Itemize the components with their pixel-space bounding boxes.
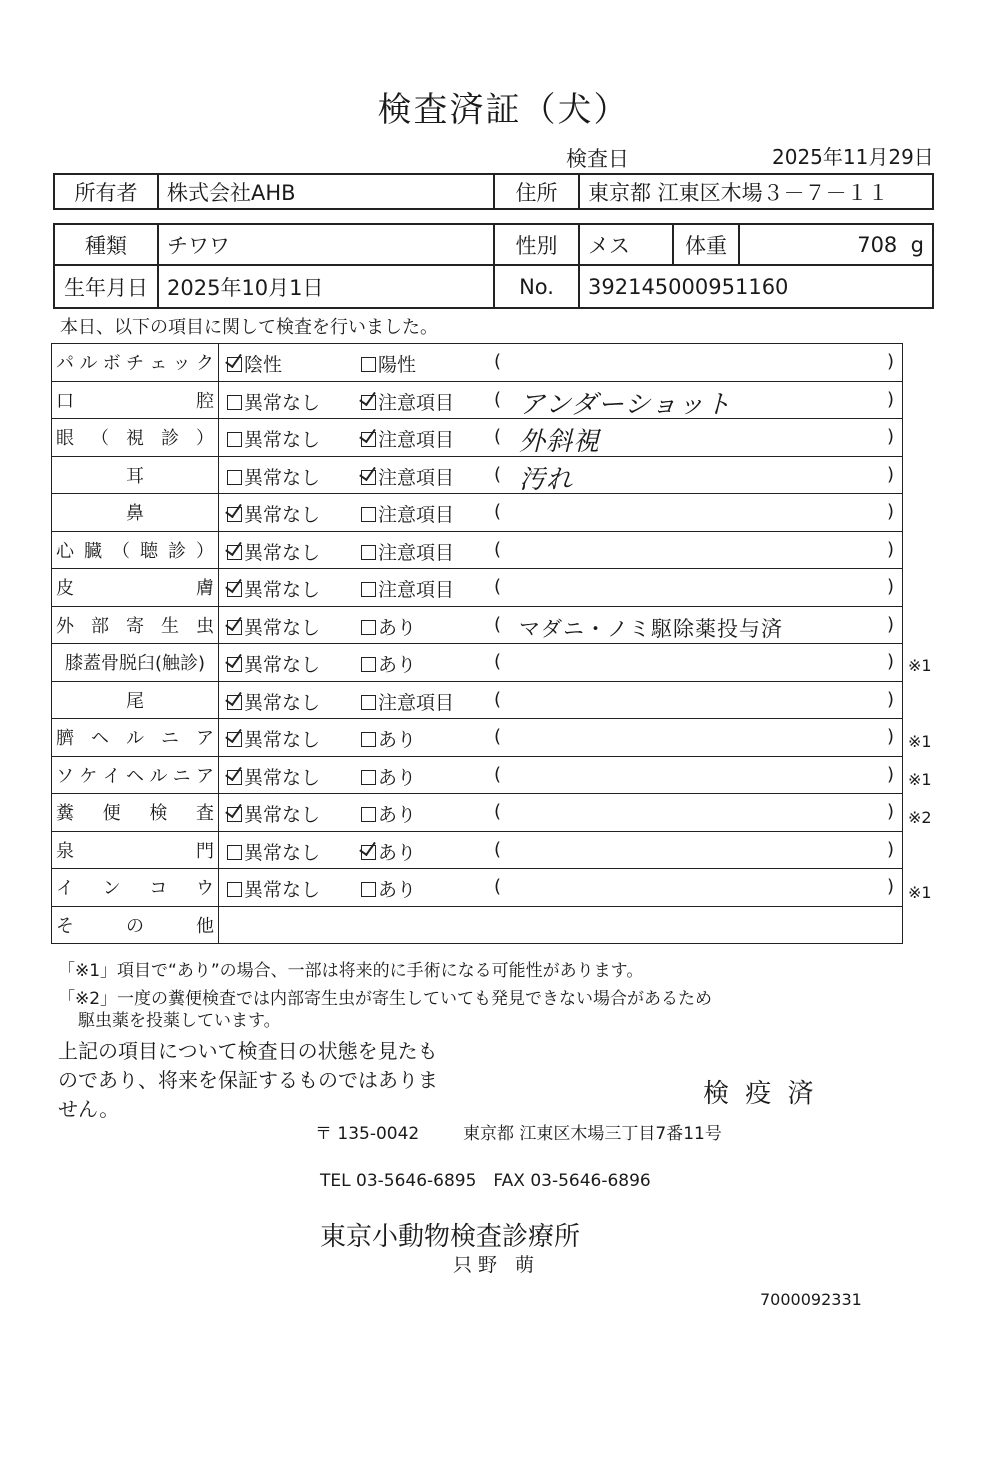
animal-table (53, 223, 934, 309)
row-label-char: 鼻 (126, 503, 144, 525)
row-label (52, 831, 219, 869)
checklist-row (52, 569, 903, 607)
option-label: 注意項目 (378, 504, 455, 527)
exam-checklist (51, 343, 903, 944)
row-options (219, 681, 903, 719)
option-label: 異常なし (244, 391, 321, 414)
row-label-char: ） (196, 540, 214, 562)
option-label: 異常なし (244, 654, 321, 677)
owner-label: 所有者 (54, 174, 158, 209)
row-label (52, 456, 219, 494)
paren-open: ( (494, 388, 502, 410)
checkbox-icon[interactable] (361, 357, 376, 372)
row-label-char: ル (79, 353, 98, 375)
weight-value: 708 (857, 232, 898, 257)
checklist-row-other (52, 906, 903, 944)
option-label: 異常なし (244, 691, 321, 714)
row-label-char: 臓 (84, 540, 102, 562)
disclaimer: 上記の項目について検査日の状態を見たものであり、将来を保証するものではありません。 (58, 1039, 438, 1121)
option-label: 異常なし (244, 579, 321, 602)
row-label-char: ア (196, 728, 214, 750)
row-label-char: 外 (56, 615, 74, 637)
weight-label: 体重 (673, 224, 739, 265)
footnote-1: 「※1」項目で“あり”の場合、一部は将来的に手術になる可能性があります。 (58, 961, 644, 981)
row-label-char: 膝蓋骨脱臼(触診) (64, 653, 206, 675)
owner-value: 株式会社AHB (158, 174, 494, 209)
checklist-row (52, 494, 903, 532)
row-label-char: イ (102, 765, 121, 787)
option-label: あり (378, 766, 417, 789)
checkbox-icon[interactable] (361, 432, 376, 447)
row-label-char: コ (149, 878, 168, 900)
row-label-char: 査 (195, 803, 214, 825)
paren-open: ( (494, 838, 502, 860)
sex-value: メス (579, 224, 673, 265)
owner-table (53, 173, 934, 210)
option-label: 異常なし (244, 841, 321, 864)
paren-close: ) (886, 726, 894, 748)
exam-date-label: 検査日 (566, 147, 629, 171)
option-finding[interactable] (361, 650, 416, 677)
checkbox-icon[interactable] (227, 620, 242, 635)
paren-close: ) (886, 801, 894, 823)
row-label-char: ニ (161, 728, 179, 750)
row-label-char: 尾 (126, 690, 144, 712)
remark-text: マダニ・ノミ駆除薬投与済 (519, 616, 783, 641)
option-label: あり (378, 804, 417, 827)
row-options (219, 794, 903, 832)
checklist-row (52, 756, 903, 794)
footnote-mark: ※2 (908, 807, 932, 827)
checkbox-icon[interactable] (227, 395, 242, 410)
birth-label: 生年月日 (54, 265, 158, 308)
paren-open: ( (494, 651, 502, 673)
row-label (52, 569, 219, 607)
checkbox-icon[interactable] (361, 695, 376, 710)
checkbox-icon[interactable] (361, 507, 376, 522)
option-normal[interactable] (227, 500, 320, 527)
row-label (52, 381, 219, 419)
checkbox-icon[interactable] (227, 732, 242, 747)
weight-unit: g (910, 232, 924, 257)
footnote-mark: ※1 (908, 656, 932, 676)
checkbox-icon[interactable] (361, 620, 376, 635)
row-options (219, 419, 903, 457)
row-options (219, 756, 903, 794)
row-label (52, 494, 219, 532)
option-label: 注意項目 (378, 541, 455, 564)
paren-close: ) (886, 613, 894, 635)
option-label: 異常なし (244, 466, 321, 489)
row-label-char: 泉 (56, 840, 74, 862)
footnote-mark: ※1 (908, 883, 932, 903)
sex-label: 性別 (494, 224, 579, 265)
option-normal[interactable] (227, 688, 320, 715)
row-label (52, 606, 219, 644)
paren-close: ) (886, 651, 894, 673)
row-options (219, 381, 903, 419)
checkbox-icon[interactable] (361, 807, 376, 822)
row-options (219, 644, 903, 682)
checkbox-icon[interactable] (361, 770, 376, 785)
row-label-char: 診 (161, 428, 179, 450)
option-normal[interactable] (227, 463, 320, 490)
row-label-char: パ (56, 353, 74, 375)
no-label: No. (494, 265, 579, 308)
row-label-char: ヘ (125, 765, 144, 787)
option-finding[interactable] (361, 875, 416, 902)
option-finding[interactable] (361, 613, 416, 640)
row-label-char: 腔 (196, 390, 214, 412)
checkbox-icon[interactable] (361, 657, 376, 672)
checkbox-icon[interactable] (361, 395, 376, 410)
option-label: 異常なし (244, 879, 321, 902)
option-finding[interactable] (361, 800, 416, 827)
option-label: 注意項目 (378, 391, 455, 414)
row-label-char: 膚 (196, 578, 214, 600)
paren-open: ( (494, 801, 502, 823)
checkbox-icon[interactable] (227, 657, 242, 672)
row-label (52, 906, 219, 944)
paren-close: ) (886, 501, 894, 523)
option-finding[interactable] (361, 575, 454, 602)
tel-fax: TEL 03-5646-6895 FAX 03-5646-6896 (320, 1171, 651, 1191)
row-label-char: の (126, 915, 144, 937)
option-finding[interactable] (361, 538, 454, 565)
option-label: 陽性 (378, 354, 417, 377)
option-normal[interactable] (227, 425, 320, 452)
paren-open: ( (494, 501, 502, 523)
paren-close: ) (886, 388, 894, 410)
checklist-row (52, 644, 903, 682)
checkbox-icon[interactable] (361, 545, 376, 560)
row-label-char: ） (196, 428, 214, 450)
serial-number: 7000092331 (760, 1290, 862, 1309)
row-label (52, 869, 219, 907)
option-normal[interactable] (227, 800, 320, 827)
row-label-char: （ (112, 540, 130, 562)
option-normal[interactable] (227, 613, 320, 640)
row-options (219, 831, 903, 869)
option-label: 異常なし (244, 541, 321, 564)
row-label (52, 644, 219, 682)
row-label (52, 681, 219, 719)
remark-text: 外斜視 (519, 427, 601, 456)
paren-close: ) (886, 576, 894, 598)
row-label-char: ウ (195, 878, 214, 900)
row-label-char: ル (149, 765, 168, 787)
row-options (219, 606, 903, 644)
checkbox-icon[interactable] (361, 732, 376, 747)
option-label: 異常なし (244, 429, 321, 452)
row-label-char: 便 (102, 803, 121, 825)
row-label-char: ニ (172, 765, 191, 787)
option-finding[interactable] (361, 763, 416, 790)
checklist-row (52, 606, 903, 644)
row-label-char: ェ (149, 353, 168, 375)
checklist-row (52, 719, 903, 757)
option-finding[interactable] (361, 388, 454, 415)
checkbox-icon[interactable] (227, 882, 242, 897)
row-label-char: 部 (91, 615, 109, 637)
checkbox-icon[interactable] (227, 770, 242, 785)
other-remarks-field[interactable] (219, 906, 903, 944)
row-label-char: ヘ (91, 728, 109, 750)
option-finding[interactable] (361, 838, 416, 865)
row-label-char: 眼 (56, 428, 74, 450)
row-label-char: ク (195, 353, 214, 375)
option-label: あり (378, 729, 417, 752)
row-label-char: 診 (168, 540, 186, 562)
row-label (52, 419, 219, 457)
checkbox-icon[interactable] (361, 882, 376, 897)
option-finding[interactable] (361, 725, 416, 752)
row-label-char: 耳 (126, 465, 144, 487)
checklist-row (52, 531, 903, 569)
row-label-char: 臍 (56, 728, 74, 750)
row-label (52, 794, 219, 832)
remark-text: アンダーショット (519, 389, 732, 419)
checklist-row (52, 456, 903, 494)
address-value: 東京都 江東区木場３－７－１１ (579, 174, 933, 209)
checklist-row (52, 681, 903, 719)
option-finding[interactable] (361, 425, 454, 452)
checkbox-icon[interactable] (227, 807, 242, 822)
row-label-char: 心 (56, 540, 74, 562)
row-label-char: 皮 (56, 578, 74, 600)
option-normal[interactable] (227, 538, 320, 565)
row-options (219, 344, 903, 382)
option-label: 異常なし (244, 766, 321, 789)
checkbox-icon[interactable] (361, 845, 376, 860)
footnote-mark: ※1 (908, 769, 932, 789)
option-label: 注意項目 (378, 579, 455, 602)
inspector-name: 只野 萌 (453, 1254, 541, 1276)
row-label-char: ア (195, 765, 214, 787)
option-finding[interactable] (361, 500, 454, 527)
row-label-char: イ (56, 878, 74, 900)
row-options (219, 456, 903, 494)
row-label-char: 糞 (56, 803, 74, 825)
checkbox-icon[interactable] (227, 845, 242, 860)
option-label: 異常なし (244, 504, 321, 527)
paren-close: ) (886, 763, 894, 785)
checkbox-icon[interactable] (227, 507, 242, 522)
option-normal[interactable] (227, 650, 320, 677)
paren-open: ( (494, 613, 502, 635)
checklist-row (52, 344, 903, 382)
paren-close: ) (886, 876, 894, 898)
paren-open: ( (494, 463, 502, 485)
checkbox-icon[interactable] (227, 695, 242, 710)
checkbox-icon[interactable] (227, 470, 242, 485)
birth-value: 2025年10月1日 (158, 265, 494, 308)
paren-close: ) (886, 426, 894, 448)
row-options (219, 869, 903, 907)
paren-close: ) (886, 463, 894, 485)
row-label-char: （ (91, 428, 109, 450)
option-label: 異常なし (244, 804, 321, 827)
row-label-char: 寄 (126, 615, 144, 637)
row-label-char: ル (126, 728, 144, 750)
checklist-row (52, 381, 903, 419)
option-label: 異常なし (244, 616, 321, 639)
row-label-char: そ (56, 915, 74, 937)
no-value: 392145000951160 (579, 265, 933, 308)
option-finding[interactable] (361, 350, 416, 377)
paren-close: ) (886, 838, 894, 860)
option-finding[interactable] (361, 688, 454, 715)
footnote-2-cont: 駆虫薬を投薬しています。 (78, 1011, 281, 1031)
option-label: 注意項目 (378, 691, 455, 714)
option-normal[interactable] (227, 838, 320, 865)
row-options (219, 531, 903, 569)
row-label-char: 他 (196, 915, 214, 937)
inspection-stamp: 検 疫 済 (703, 1079, 818, 1109)
paren-close: ) (886, 351, 894, 373)
checkbox-icon[interactable] (361, 470, 376, 485)
row-options (219, 569, 903, 607)
paren-open: ( (494, 351, 502, 373)
option-normal[interactable] (227, 388, 320, 415)
checkbox-icon[interactable] (227, 357, 242, 372)
option-label: 異常なし (244, 729, 321, 752)
row-label-char: チ (125, 353, 144, 375)
row-label-char: ケ (79, 765, 98, 787)
option-normal[interactable] (227, 875, 320, 902)
checklist-row (52, 794, 903, 832)
option-label: あり (378, 841, 417, 864)
checklist-row (52, 869, 903, 907)
exam-date: 2025年11月29日 (772, 145, 934, 169)
option-normal[interactable] (227, 763, 320, 790)
paren-open: ( (494, 538, 502, 560)
row-label-char: 検 (149, 803, 168, 825)
remark-text: 汚れ (519, 464, 574, 494)
row-label-char: ン (102, 878, 121, 900)
row-label-char: ボ (102, 353, 121, 375)
option-label: 陰性 (244, 354, 283, 377)
weight-cell (739, 224, 933, 265)
row-label-char: 虫 (196, 615, 214, 637)
checklist-row (52, 831, 903, 869)
checkbox-icon[interactable] (227, 432, 242, 447)
document-title: 検査済証（犬） (377, 90, 630, 130)
option-normal[interactable] (227, 575, 320, 602)
clinic-address: 東京都 江東区木場三丁目7番11号 (463, 1124, 722, 1144)
option-label: あり (378, 879, 417, 902)
row-label (52, 344, 219, 382)
option-label: 注意項目 (378, 429, 455, 452)
footnote-mark: ※1 (908, 732, 932, 751)
paren-open: ( (494, 876, 502, 898)
address-label: 住所 (494, 174, 579, 209)
checklist-row (52, 419, 903, 457)
row-label-char: 門 (196, 840, 214, 862)
row-options (219, 719, 903, 757)
row-label-char: ソ (56, 765, 74, 787)
option-label: あり (378, 616, 417, 639)
breed-value: チワワ (158, 224, 494, 265)
breed-label: 種類 (54, 224, 158, 265)
checkbox-icon[interactable] (227, 582, 242, 597)
row-label-char: 口 (56, 390, 74, 412)
paren-close: ) (886, 538, 894, 560)
paren-open: ( (494, 688, 502, 710)
row-label (52, 531, 219, 569)
option-label: あり (378, 654, 417, 677)
checkbox-icon[interactable] (227, 545, 242, 560)
row-label-char: 生 (161, 615, 179, 637)
row-label-char: ッ (172, 353, 191, 375)
clinic-name: 東京小動物検査診療所 (320, 1222, 581, 1252)
intro-text: 本日、以下の項目に関して検査を行いました。 (60, 317, 438, 338)
paren-open: ( (494, 426, 502, 448)
row-label (52, 756, 219, 794)
paren-close: ) (886, 688, 894, 710)
checkbox-icon[interactable] (361, 582, 376, 597)
paren-open: ( (494, 576, 502, 598)
option-finding[interactable] (361, 463, 454, 490)
footnote-2: 「※2」一度の糞便検査では内部寄生虫が寄生していても発見できない場合があるため (58, 989, 713, 1009)
postal-code: 〒 135-0042 (315, 1124, 420, 1144)
row-label-char: 視 (126, 428, 144, 450)
row-label-char: 聴 (140, 540, 158, 562)
row-options (219, 494, 903, 532)
option-label: 注意項目 (378, 466, 455, 489)
paren-open: ( (494, 726, 502, 748)
paren-open: ( (494, 763, 502, 785)
option-normal[interactable] (227, 350, 282, 377)
row-label (52, 719, 219, 757)
option-normal[interactable] (227, 725, 320, 752)
